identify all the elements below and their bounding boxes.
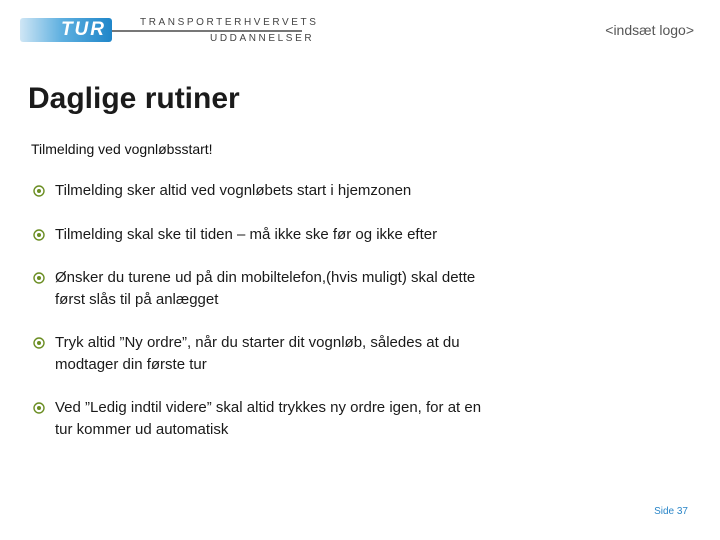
logo-divider	[112, 30, 302, 32]
bullet-item	[33, 332, 493, 376]
bullet-item	[33, 180, 493, 202]
bullet-item	[33, 267, 493, 311]
slide-number: Side 37	[654, 506, 688, 517]
target-circle-icon	[33, 185, 45, 197]
bullet-text: Ønsker du turene ud på din mobiltelefon,(hvis muligt) skal dette først slås til på anlægget	[55, 269, 476, 308]
logo-text-line1: TRANSPORTERHVERVETS	[140, 17, 319, 28]
bullet-text: Tilmelding skal ske til tiden – må ikke ske før og ikke efter	[55, 226, 438, 243]
logo-mark: TUR	[60, 19, 106, 40]
target-circle-icon	[33, 337, 45, 349]
target-circle-icon	[33, 229, 45, 241]
bullet-text: Tilmelding sker altid ved vognløbets start i hjemzonen	[55, 182, 412, 199]
logo-placeholder: <indsæt logo>	[605, 22, 694, 38]
slide-title: Daglige rutiner	[28, 82, 240, 115]
organization-logo	[20, 16, 319, 46]
target-circle-icon	[33, 272, 45, 284]
logo-badge	[20, 18, 112, 42]
slide-subtitle: Tilmelding ved vognløbsstart!	[31, 141, 213, 157]
logo-text-line2: UDDANNELSER	[210, 33, 315, 44]
bullet-text: Tryk altid ”Ny ordre”, når du starter dit vognløb, således at du modtager din første tur	[55, 334, 460, 373]
bullet-text: Ved ”Ledig indtil videre” skal altid trykkes ny ordre igen, for at en tur kommer ud automatisk	[55, 399, 482, 438]
bullet-list	[33, 180, 493, 441]
bullet-item	[33, 397, 493, 441]
bullet-item	[33, 224, 493, 246]
target-circle-icon	[33, 402, 45, 414]
